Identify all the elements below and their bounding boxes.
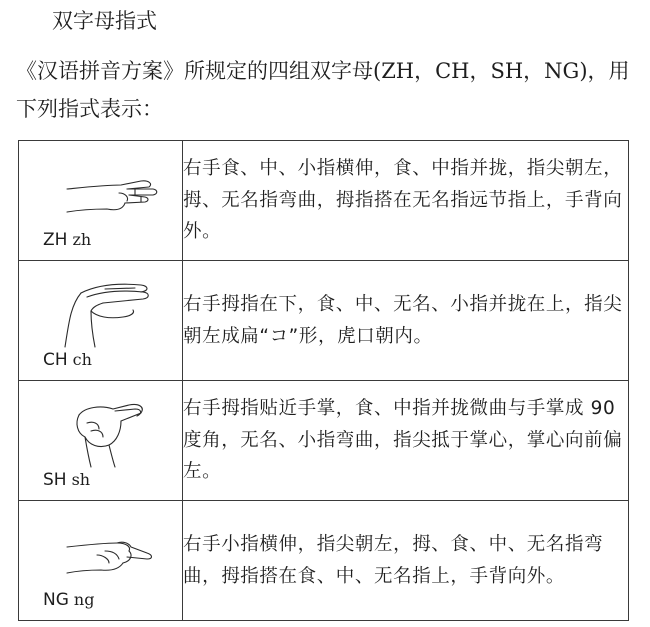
sign-letters-lower: ng bbox=[73, 590, 95, 609]
table-row bbox=[19, 141, 629, 261]
sign-letters-upper: SH bbox=[43, 470, 67, 490]
sign-figure-cell bbox=[19, 381, 183, 501]
table-row bbox=[19, 261, 629, 381]
sign-letters-lower: zh bbox=[72, 230, 92, 249]
sign-caption bbox=[43, 230, 91, 250]
hand-sign-ng-icon bbox=[57, 515, 167, 589]
sign-letters-upper: NG bbox=[43, 590, 69, 610]
sign-figure-cell bbox=[19, 501, 183, 621]
sign-caption bbox=[43, 590, 94, 610]
sign-figure-cell bbox=[19, 261, 183, 381]
sign-letters-upper: CH bbox=[43, 350, 68, 370]
intro-paragraph: 《汉语拼音方案》所规定的四组双字母(ZH，CH，SH，NG)，用下列指式表示： bbox=[16, 59, 630, 121]
sign-letters-lower: ch bbox=[72, 350, 92, 369]
section-heading: 双字母指式 bbox=[52, 9, 157, 33]
sign-description: 右手拇指贴近手掌，食、中指并拢微曲与手掌成 90 度角，无名、小指弯曲，指尖抵于掌心，掌心向前偏左。 bbox=[183, 381, 629, 501]
sign-letters-lower: sh bbox=[71, 470, 91, 489]
table-row bbox=[19, 501, 629, 621]
hand-sign-ch-icon bbox=[57, 275, 167, 349]
finger-sign-table bbox=[18, 140, 629, 621]
sign-figure-cell bbox=[19, 141, 183, 261]
sign-description: 右手小指横伸，指尖朝左，拇、食、中、无名指弯曲，拇指搭在食、中、无名指上，手背向外。 bbox=[183, 501, 629, 621]
hand-sign-sh-icon bbox=[57, 395, 167, 469]
sign-description: 右手食、中、小指横伸，食、中指并拢，指尖朝左，拇、无名指弯曲，拇指搭在无名指远节指上，手背向外。 bbox=[183, 141, 629, 261]
sign-caption bbox=[43, 470, 90, 490]
hand-sign-zh-icon bbox=[57, 155, 167, 229]
sign-letters-upper: ZH bbox=[43, 230, 68, 250]
sign-caption bbox=[43, 350, 92, 370]
table-row bbox=[19, 381, 629, 501]
sign-description: 右手拇指在下，食、中、无名、小指并拢在上，指尖朝左成扁“コ”形，虎口朝内。 bbox=[183, 261, 629, 381]
